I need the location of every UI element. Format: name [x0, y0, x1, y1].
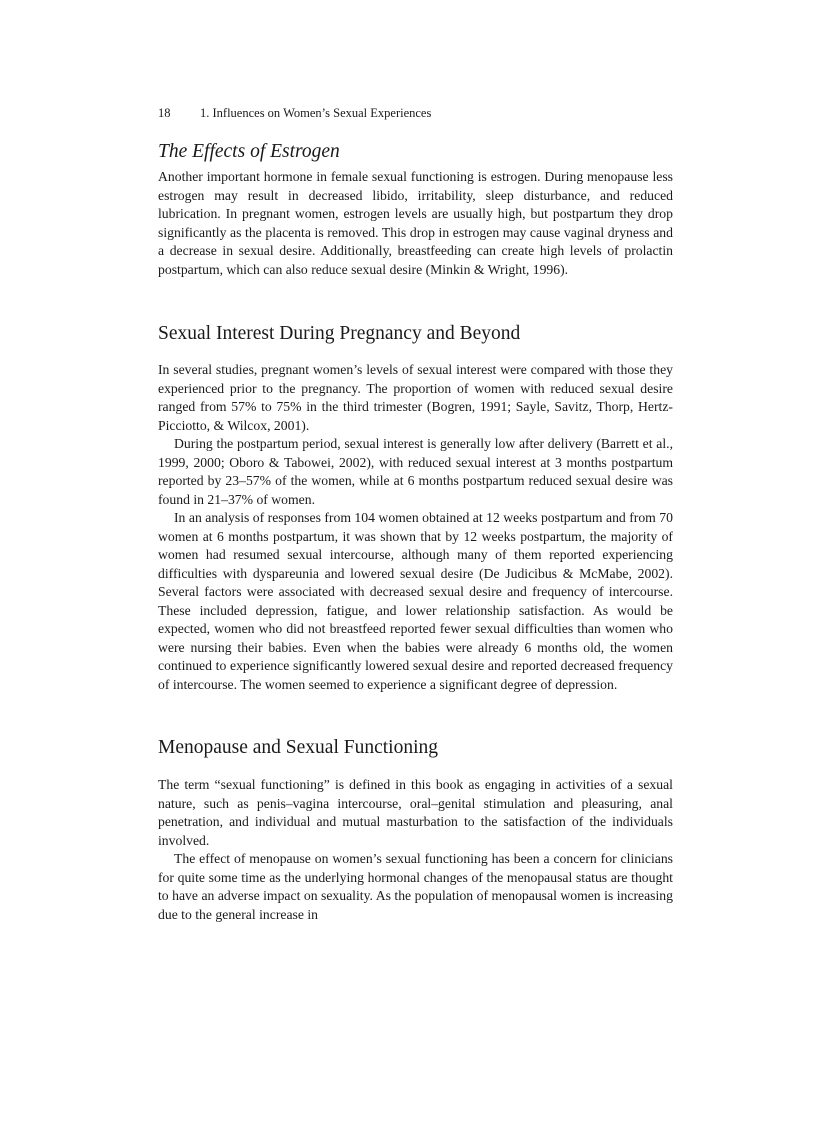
paragraph: The term “sexual functioning” is defined in this book as engaging in activities of a sexual nature, such as penis–vagina intercourse, oral–genital stimulation and pleasuring, anal penetration, and individual and mutual masturbation to the satisfaction of the individuals involved. [158, 777, 673, 848]
section-title-effects-of-estrogen: The Effects of Estrogen [158, 141, 340, 162]
book-page [158, 104, 673, 924]
running-head [158, 104, 673, 122]
page-number: 18 [158, 106, 171, 120]
paragraph: In several studies, pregnant women’s levels of sexual interest were compared with those they experienced prior to the pregnancy. The proportion of women with reduced sexual desire ranged from 57% to 75% in the third trimester (Bogren, 1991; Sayle, Savitz, Thorp, Hertz-Picciotto, & Wilcox, 2001). [158, 362, 673, 433]
paragraph: Another important hormone in female sexual functioning is estrogen. During menopause less estrogen may result in decreased libido, irritability, sleep disturbance, and reduced lubrication. In pregnant women, estrogen levels are usually high, but postpartum they drop significantly as the placenta is removed. This drop in estrogen may cause vaginal dryness and a decrease in sexual desire. Additionally, breastfeeding can create high levels of prolactin postpartum, which can also reduce sexual desire (Minkin & Wright, 1996). [158, 169, 673, 277]
paragraph: During the postpartum period, sexual interest is generally low after delivery (Barrett et al., 1999, 2000; Oboro & Tabowei, 2002), with reduced sexual interest at 3 months postpartum reported by 23–57% of the women, while at 6 months postpartum reduced sexual desire was found in 21–37% of women. [158, 436, 673, 507]
section-title-menopause: Menopause and Sexual Functioning [158, 737, 438, 758]
paragraph: The effect of menopause on women’s sexual functioning has been a concern for clinicians for quite some time as the underlying hormonal changes of the menopausal status are thought to have an adverse impact on sexuality. As the population of menopausal women is increasing due to the general increase in [158, 851, 673, 922]
paragraph: In an analysis of responses from 104 women obtained at 12 weeks postpartum and from 70 women at 6 months postpartum, it was shown that by 12 weeks postpartum, the majority of women had resumed sexual intercourse, although many of them reported experiencing difficulties with dyspareunia and lowered sexual desire (De Judicibus & McMabe, 2002). Several factors were associated with decreased sexual desire and frequency of intercourse. These included depression, fatigue, and lower relationship satisfaction. As would be expected, women who did not breastfeed reported fewer sexual difficulties than women who were nursing their babies. Even when the babies were already 6 months old, the women continued to experience significantly lowered sexual desire and reported decreased frequency of intercourse. The women seemed to experience a significant degree of depression. [158, 510, 673, 692]
chapter-title: 1. Influences on Women’s Sexual Experiences [200, 106, 432, 120]
section-title-sexual-interest: Sexual Interest During Pregnancy and Beyond [158, 323, 521, 344]
